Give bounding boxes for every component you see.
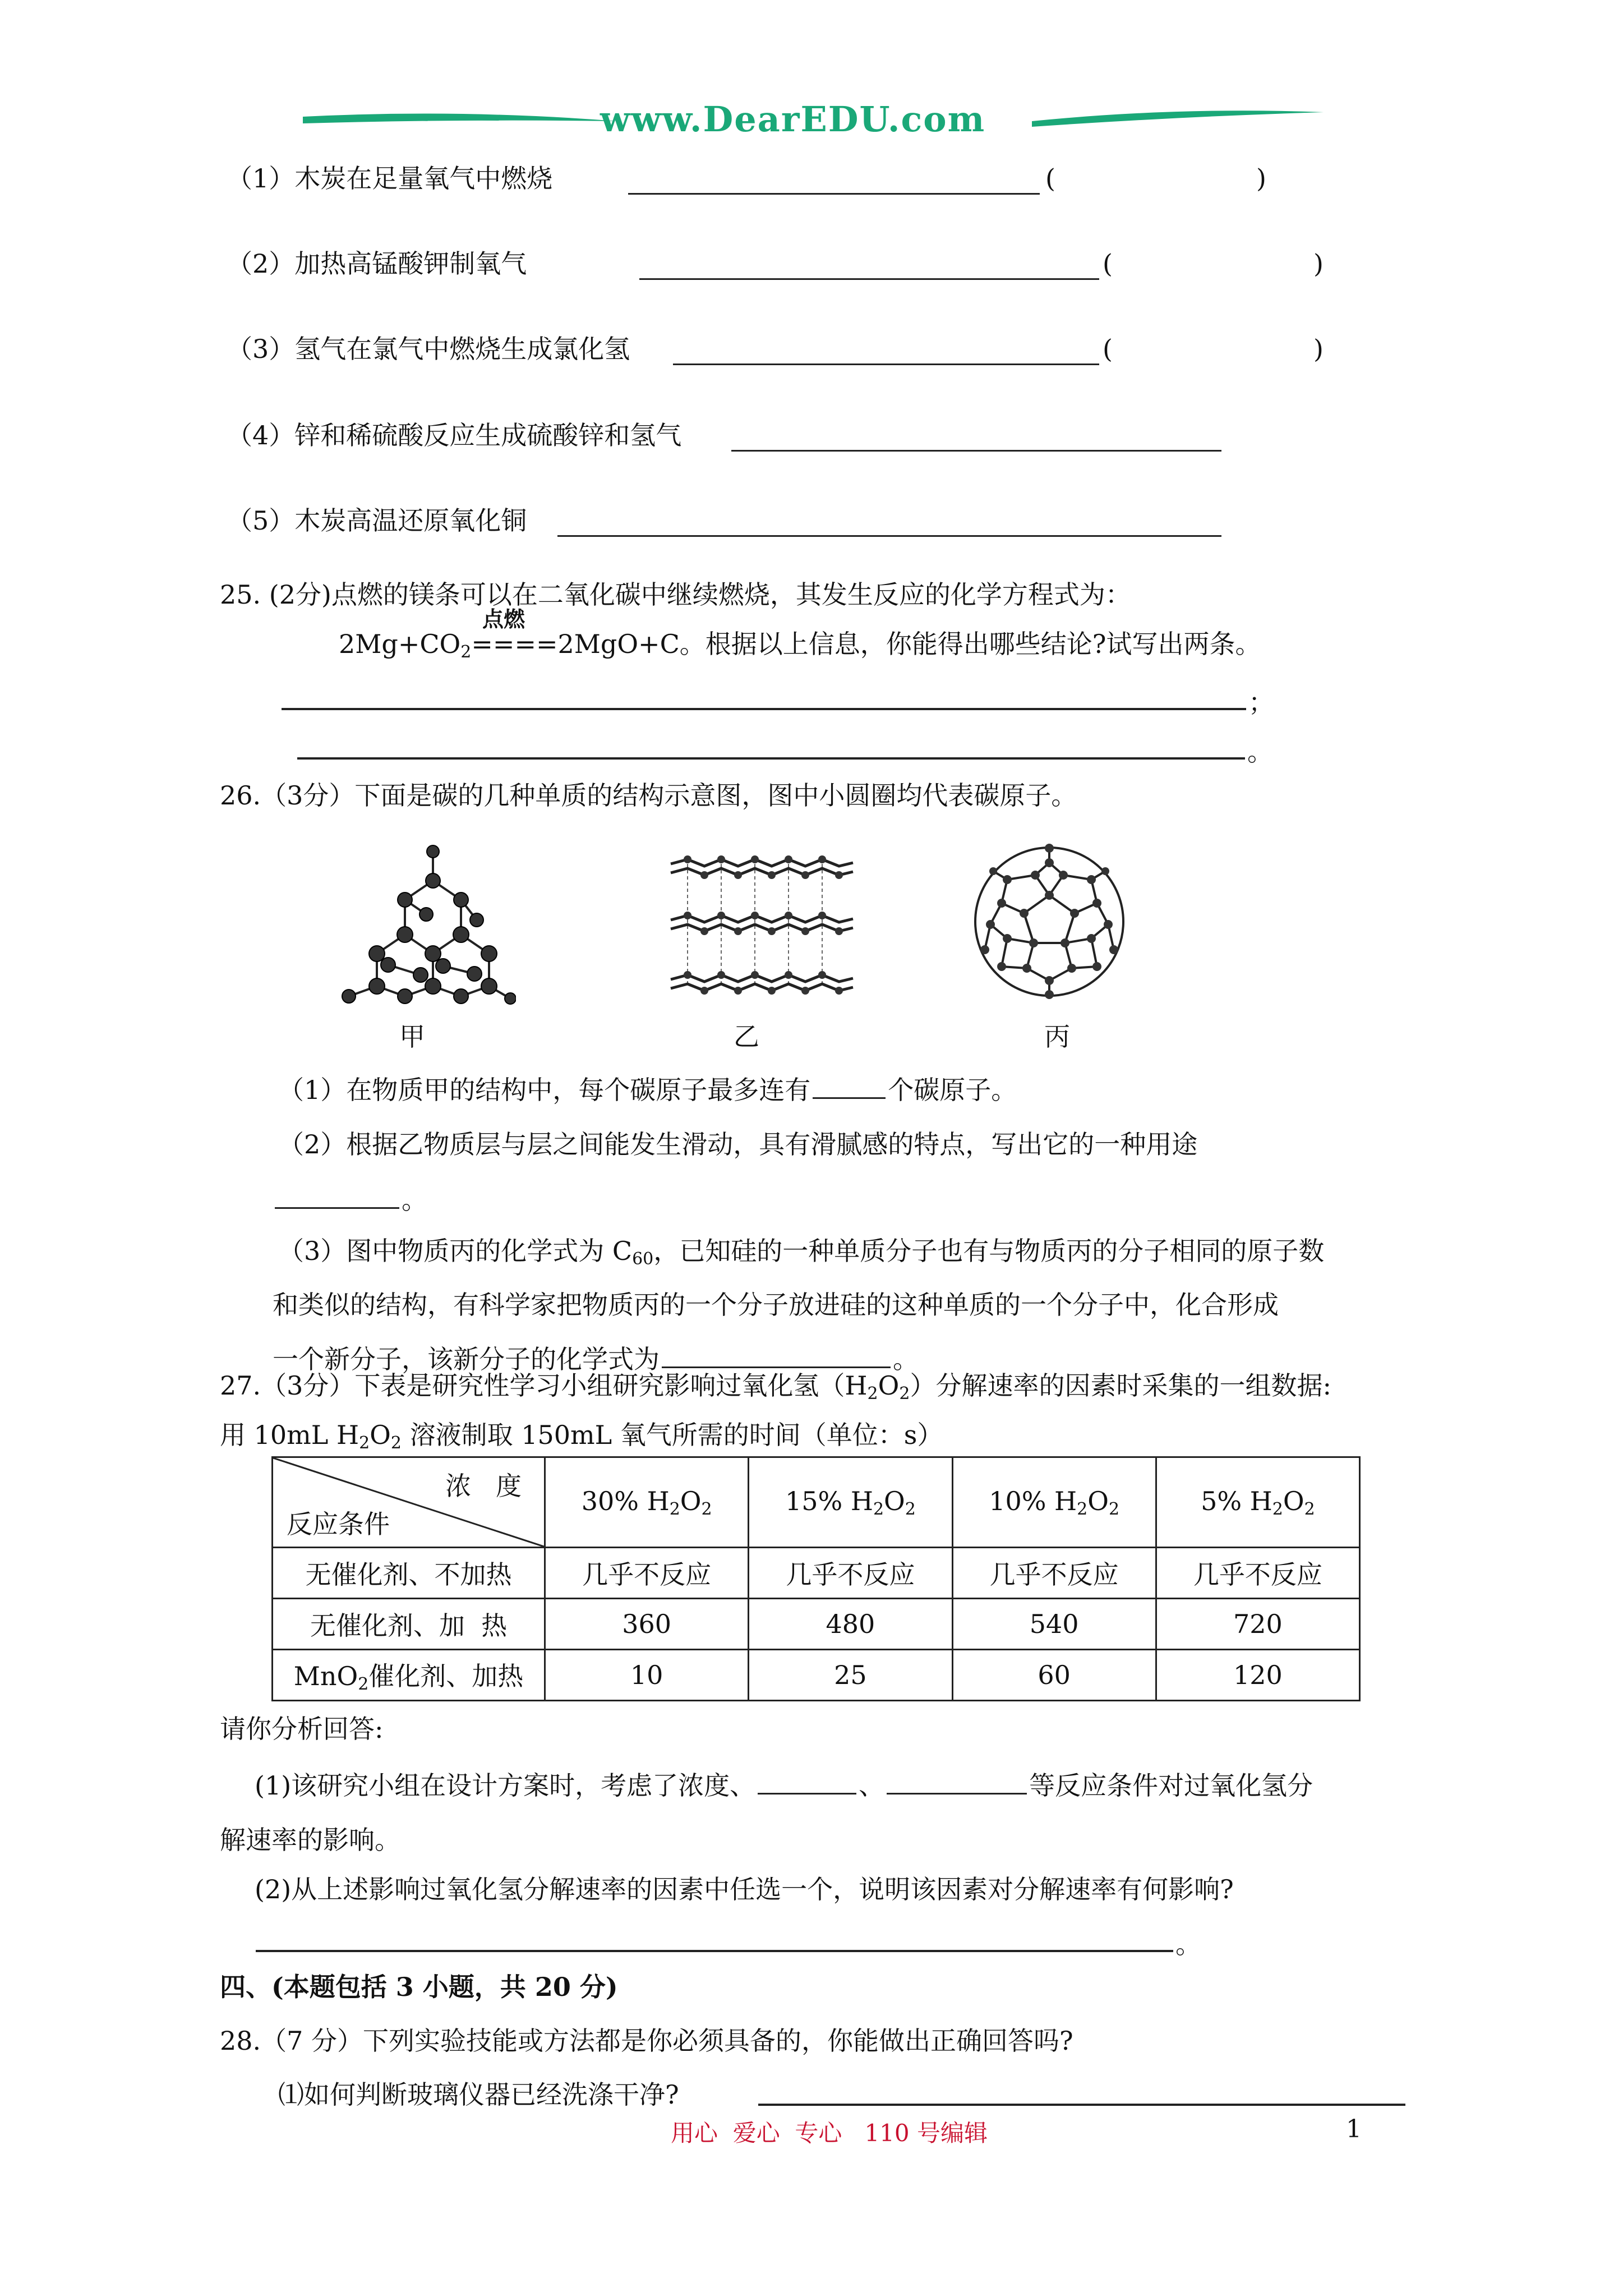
q27-stem-1a: 27.（3分）下表是研究性学习小组研究影响过氧化氢（H: [220, 1370, 868, 1401]
q25-stem: 25. (2分)点燃的镁条可以在二氧化碳中继续燃烧，其发生反应的化学方程式为：: [220, 579, 1131, 610]
h2o2-data-table: [271, 1456, 1361, 1701]
table-col-header: 15% $H_2O_2$: [749, 1457, 952, 1548]
q26-part-2-end: [273, 1182, 427, 1217]
q26-p1-text-b: 个碳原子。: [888, 1075, 1017, 1105]
q24-item-3-answer-line[interactable]: [673, 339, 1099, 365]
q24-item-3-label: （3）氢气在氯气中燃烧生成氯化氢: [227, 334, 630, 364]
c60-structure-figure: [968, 840, 1131, 1003]
q27-stem-2-sub: 2: [359, 1433, 370, 1453]
table-cell: 480: [749, 1599, 952, 1650]
q24-item-1-paren-open: (: [1045, 163, 1055, 194]
table-cell: 几乎不反应: [545, 1548, 749, 1599]
q24-item-1-label: （1）木炭在足量氧气中燃烧: [227, 163, 553, 194]
table-row-condition: 无催化剂、加 热: [273, 1599, 545, 1650]
q27-p1-text-c: 等反应条件对过氧化氢分: [1029, 1770, 1313, 1801]
q26-stem: 26.（3分）下面是碳的几种单质的结构示意图，图中小圆圈均代表碳原子。: [220, 780, 1077, 811]
q26-part-3-line-1: [278, 1234, 1324, 1276]
q27-p1-answer-line-2[interactable]: [887, 1768, 1027, 1795]
table-cell: 几乎不反应: [1156, 1548, 1359, 1599]
q27-part-2: (2)从上述影响过氧化氢分解速率的因素中任选一个，说明该因素对分解速率有何影响?: [255, 1874, 1234, 1904]
q28-p1-answer-line[interactable]: [758, 2104, 1405, 2106]
q25-end-1: ；: [1248, 687, 1274, 717]
corner-top-label: 浓 度: [445, 1471, 522, 1501]
q25-end-2: 。: [1247, 737, 1273, 767]
figure-label-jia: 甲: [399, 1022, 425, 1052]
table-cell: 60: [952, 1650, 1156, 1701]
q27-stem-2b: O: [370, 1420, 391, 1450]
q25-eq-sub: 2: [460, 642, 472, 662]
table-row: [273, 1650, 1360, 1701]
q24-item-4-answer-line[interactable]: [731, 425, 1221, 452]
q24-item-3-paren-close: ): [1313, 334, 1324, 364]
header-banner-swoosh-left: [303, 104, 617, 138]
q27-stem-2a: 用 10mL H: [220, 1420, 359, 1450]
table-col-header: 5% $H_2O_2$: [1156, 1457, 1359, 1548]
q24-item-1: [227, 162, 552, 195]
q24-item-4: [227, 418, 681, 452]
q28-part-1: ⑴如何判断玻璃仪器已经洗涤干净?: [278, 2079, 679, 2110]
page-number: 1: [1346, 2115, 1362, 2143]
q24-item-3: [227, 332, 630, 366]
table-corner-cell: [273, 1457, 545, 1548]
q27-p2-answer-line[interactable]: [256, 1950, 1173, 1952]
q25-eq-right: 2MgO+C。根据以上信息，你能得出哪些结论?试写出两条。: [557, 629, 1261, 659]
q27-part-1-cont: 解速率的影响。: [220, 1825, 400, 1855]
header-site-name: www.DearEDU.com: [600, 99, 986, 140]
diamond-structure-figure: [336, 841, 516, 1010]
q26-part-1: [278, 1073, 1017, 1107]
q26-p2-answer-line[interactable]: [275, 1182, 399, 1209]
q27-part-1: [255, 1768, 1313, 1802]
table-cell: 几乎不反应: [749, 1548, 952, 1599]
q24-item-5-label: （5）木炭高温还原氧化铜: [227, 505, 527, 536]
q27-ask: 请你分析回答:: [220, 1714, 384, 1744]
q26-part-2: （2）根据乙物质层与层之间能发生滑动，具有滑腻感的特点，写出它的一种用途: [278, 1129, 1198, 1159]
q27-stem-line-1: [220, 1369, 1331, 1411]
figure-label-yi: 乙: [734, 1022, 759, 1052]
q26-p3-text-a: （3）图中物质丙的化学式为 C: [278, 1236, 633, 1266]
table-cell: 360: [545, 1599, 749, 1650]
table-row: [273, 1548, 1360, 1599]
graphite-structure-figure: [665, 841, 856, 1004]
q24-item-1-answer-line[interactable]: [628, 168, 1040, 195]
q25-answer-line-1[interactable]: [282, 708, 1246, 710]
q27-p1-text-a: (1)该研究小组在设计方案时，考虑了浓度、: [255, 1770, 756, 1801]
q27-stem-1-sub2: 2: [899, 1384, 910, 1404]
q26-p3-sub: 60: [632, 1249, 654, 1269]
q24-item-2-paren-open: (: [1103, 249, 1113, 279]
q27-p1-text-b: 、: [859, 1770, 885, 1801]
section-4-title: 四、(本题包括 3 小题，共 20 分): [220, 1972, 618, 2002]
table-cell: 10: [545, 1650, 749, 1701]
q24-item-3-paren-open: (: [1103, 334, 1113, 364]
table-row: [273, 1599, 1360, 1650]
table-cell: 720: [1156, 1599, 1359, 1650]
q26-p3-end-mark: 。: [893, 1344, 919, 1374]
q25-equation: [339, 627, 1261, 669]
q26-p3-text-b: ，已知硅的一种单质分子也有与物质丙的分子相同的原子数: [653, 1236, 1325, 1266]
q24-item-2-label: （2）加热高锰酸钾制氧气: [227, 249, 527, 279]
q27-stem-1-sub: 2: [867, 1384, 878, 1404]
q27-stem-2c: 溶液制取 150mL 氧气所需的时间（单位：s）: [401, 1420, 943, 1450]
footer-editor-note: 用心 爱心 专心 110 号编辑: [671, 2119, 988, 2147]
q24-item-2: [227, 247, 527, 280]
table-col-header: 30% $H_2O_2$: [545, 1457, 749, 1548]
figure-label-bing: 丙: [1044, 1022, 1070, 1052]
q25-answer-line-2[interactable]: [297, 757, 1245, 760]
header-banner-swoosh-right: [1032, 104, 1324, 138]
q26-p1-text-a: （1）在物质甲的结构中，每个碳原子最多连有: [278, 1075, 811, 1105]
table-header-row: [273, 1457, 1360, 1548]
q27-stem-line-2: [220, 1418, 943, 1460]
q27-stem-1b: O: [878, 1370, 900, 1401]
q26-part-3-line-2: 和类似的结构，有科学家把物质丙的一个分子放进硅的这种单质的一个分子中，化合形成: [273, 1290, 1279, 1320]
table-col-header: 10% $H_2O_2$: [952, 1457, 1156, 1548]
q24-item-2-paren-close: ): [1313, 249, 1324, 279]
q27-stem-1c: ）分解速率的因素时采集的一组数据:: [910, 1370, 1331, 1401]
q24-item-5-answer-line[interactable]: [557, 510, 1221, 537]
table-cell: 120: [1156, 1650, 1359, 1701]
q24-item-4-label: （4）锌和稀硫酸反应生成硫酸锌和氢气: [227, 420, 682, 450]
q25-eq-arrow: ====: [471, 629, 558, 659]
q26-p3-answer-line[interactable]: [662, 1342, 891, 1368]
q27-stem-2-sub2: 2: [390, 1433, 402, 1453]
q28-stem: 28.（7 分）下列实验技能或方法都是你必须具备的，你能做出正确回答吗?: [220, 2026, 1073, 2056]
q25-eq-left: 2Mg+CO: [339, 629, 461, 659]
table-row-condition: 无催化剂、不加热: [273, 1548, 545, 1599]
q25-condition: 点燃: [482, 606, 525, 632]
q27-p1-answer-line-1[interactable]: [758, 1768, 856, 1795]
corner-bottom-label: 反应条件: [287, 1509, 390, 1539]
q26-p3-text-d: 一个新分子，该新分子的化学式为: [273, 1344, 660, 1374]
table-row-condition: MnO$_2$催化剂、加热: [273, 1650, 545, 1701]
table-cell: 540: [952, 1599, 1156, 1650]
q24-item-5: [227, 504, 527, 537]
table-cell: 几乎不反应: [952, 1548, 1156, 1599]
q24-item-2-answer-line[interactable]: [639, 254, 1099, 280]
q27-p2-end-mark: 。: [1175, 1929, 1201, 1959]
q26-p2-end-mark: 。: [402, 1185, 427, 1215]
table-cell: 25: [749, 1650, 952, 1701]
q26-p1-answer-line[interactable]: [813, 1073, 886, 1099]
q24-item-1-paren-close: ): [1256, 163, 1266, 194]
